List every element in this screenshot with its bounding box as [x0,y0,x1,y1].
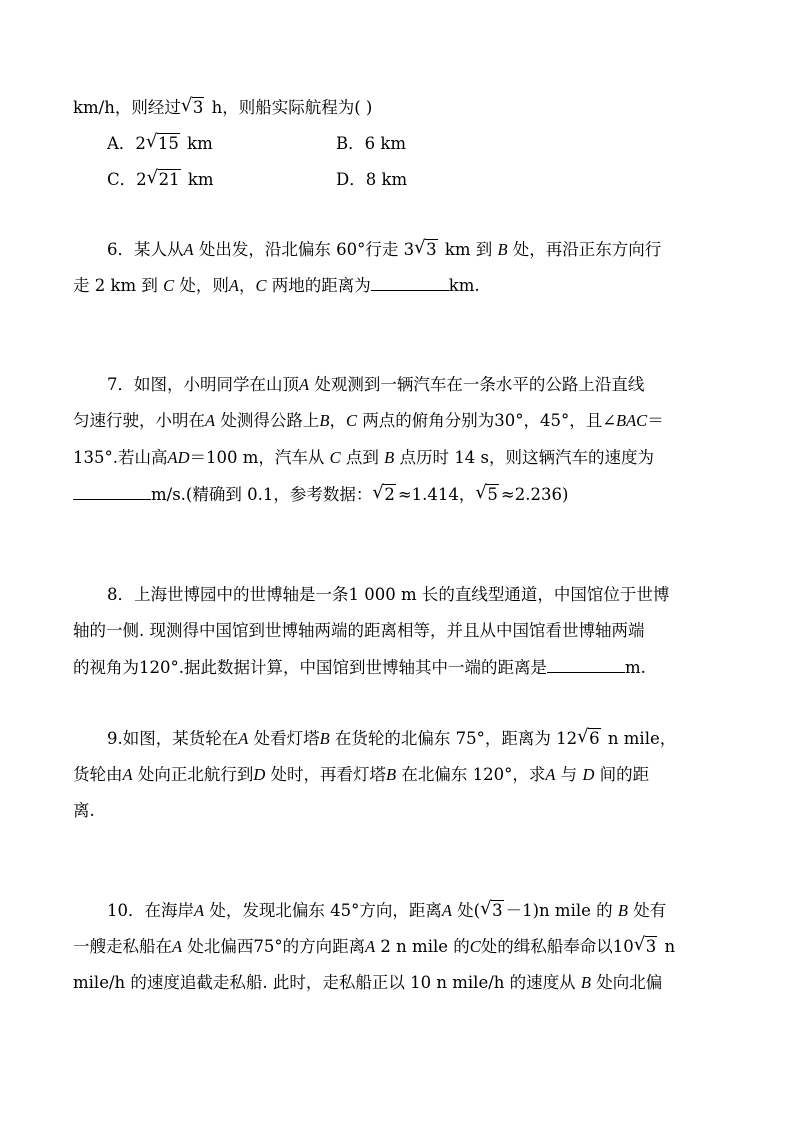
sqrt-6: √ 6 [577,726,600,748]
sqrt-3: √ 3 [180,95,204,117]
answer-blank[interactable] [547,658,625,673]
answer-blank[interactable] [371,276,449,291]
q10-line-2: 一艘走私船在A 处北偏西75°的方向距离A 2 n mile 的C处的缉私船奉命以10 √ 3 n [73,934,676,956]
sqrt-3: √ 3 [480,898,503,920]
sqrt-3: √ 3 [633,934,657,956]
q8-line-2: 轴的一侧. 现测得中国馆到世博轴两端的距离相等，并且从中国馆看世博轴两端 [73,621,645,640]
answer-blank[interactable] [73,485,151,500]
q8-line-1: 8．上海世博园中的世博轴是一条1 000 m 长的直线型通道，中国馆位于世博 [107,585,670,604]
q5-stem-line: km/h，则经过 √ 3 h，则船实际航程为( ) [73,95,373,117]
q5-option-b: B．6 km [336,134,407,153]
q5-option-d: D．8 km [336,170,408,189]
sqrt-15: √ 15 [145,131,179,153]
sqrt-3: √ 3 [414,237,437,259]
q10-line-1: 10．在海岸A 处，发现北偏东 45°方向，距离A 处( √ 3 －1)n mile 的 B 处有 [107,898,667,920]
q9-line-2: 货轮由A 处向正北航行到D 处时，再看灯塔B 在北偏东 120°，求A 与 D 间的距 [73,765,650,784]
q9-line-3: 离. [73,801,95,820]
q10-line-3: mile/h 的速度追截走私船. 此时，走私船正以 10 n mile/h 的速度从 B 处向北偏 [73,973,663,992]
q6-line-2: 走 2 km 到 C 处，则A，C 两地的距离为 km. [73,276,480,295]
q6-line-1: 6．某人从A 处出发，沿北偏东 60°行走 3 √ 3 km 到 B 处，再沿正东方向行 [107,237,662,259]
q9-line-1: 9.如图，某货轮在A 处看灯塔B 在货轮的北偏东 75°，距离为 12 √ 6 n mile， [107,726,677,748]
q8-line-3: 的视角为120°.据此数据计算，中国馆到世博轴其中一端的距离是 m. [73,658,646,677]
q7-line-1: 7．如图，小明同学在山顶A 处观测到一辆汽车在一条水平的公路上沿直线 [107,375,645,394]
q7-line-2: 匀速行驶，小明在A 处测得公路上B，C 两点的俯角分别为30°，45°，且∠BAC＝ [73,411,664,430]
sqrt-2: √ 2 [372,482,395,504]
sqrt-5: √ 5 [475,482,498,504]
sqrt-21: √ 21 [146,167,180,189]
q5-option-c: C．2 √ 21 km [107,167,214,189]
q7-line-3: 135°.若山高AD＝100 m，汽车从 C 点到 B 点历时 14 s，则这辆汽车的速度为 [73,448,654,467]
q5-option-a: A．2 √ 15 km [107,131,213,153]
q7-line-4: m/s.(精确到 0.1，参考数据： √ 2 ≈1.414， √ 5 ≈2.236) [73,484,568,506]
